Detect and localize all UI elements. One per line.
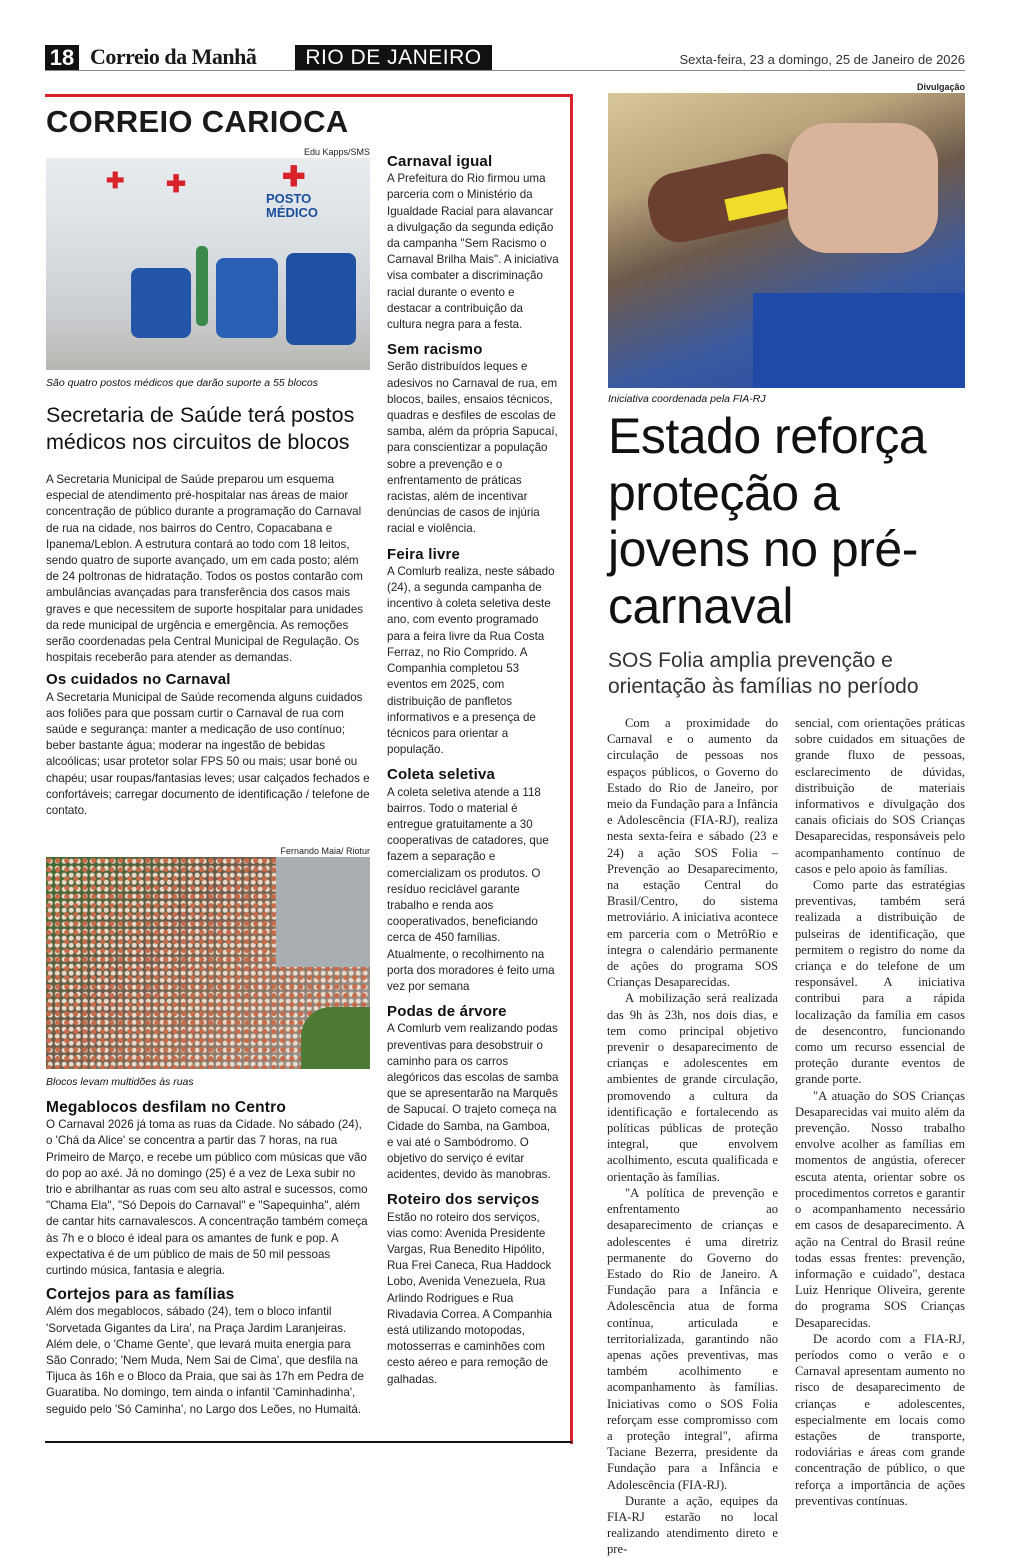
chair — [216, 258, 278, 338]
trees — [301, 1007, 370, 1069]
paragraph: sencial, com orientações práticas sobre cuidados em situações de grande fluxo de pessoas, esclarecimento de dúvidas, distribuição de materiais informativos e divulgação dos canais oficiais do SOS Crianças Desaparecidas, responsáveis pelo acompanhamento contínuo de casos e pelo apoio às famílias. — [795, 716, 965, 876]
paragraph: Além dos megablocos, sábado (24), tem o bloco infantil 'Sorvetada Gigantes da Lira', na Praça Jardim Laranjeiras. Além dele, o 'Chame Gente', que levará muita energia para São Conrado; 'Nem Muda, Nem Sai de Cima', que desfila na Tijuca às 16h e o Bloco da Praia, que sai às 17h em Pedra de Guaratiba. No domingo, tem ainda o infantil 'Caminhadinha', seguido pelo 'Só Caminha', no Largo dos Leões, no Humaitá. — [46, 1305, 364, 1416]
paragraph: De acordo com a FIA-RJ, períodos como o verão e o Carnaval apresentam aumento no risco de desaparecimento de crianças e adolescentes, especialmente em locais como estações de transporte, rodoviárias e áreas com grande concentração de público, o que reforça a importância de ações preventivas contínuas. — [795, 1331, 965, 1508]
red-cross-icon: ✚ — [166, 171, 187, 198]
subheading: Coleta seletiva — [387, 766, 496, 784]
paragraph: O Carnaval 2026 já toma as ruas da Cidade. No sábado (24), o 'Chá da Alice' se concentra a partir das 7 horas, na rua Primeiro de Março, e recebe um público com músicas que vão do pop ao axé. Já no domingo (25) é a vez de Lexa subir no trio e abrilhantar as ruas com seu alto astral e sucessos, como "Chama Ela", "Só Depois do Carnaval" e "Sapequinha", além de cantar hits carnavalescos. A concentração também começa às 7h e o bloco é ideal para os amantes de funk e pop. A expectativa é de um público de mais de 50 mil pessoas curtindo música, fantasia e alegria. — [46, 1118, 368, 1278]
subheading: Feira livre — [387, 545, 461, 563]
notes-column — [387, 150, 559, 1388]
photo-caption: Iniciativa coordenada pela FIA-RJ — [608, 393, 766, 405]
red-cross-icon: ✚ — [106, 168, 125, 193]
paragraph: A Secretaria Municipal de Saúde recomenda alguns cuidados aos foliões para que possam curtir o Carnaval de rua com saúde e segurança: manter a medicação de uso contínuo; beber bastante água; moderar na ingestão de bebidas alcoólicas; usar protetor solar FPS 50 ou mais; usar boné ou chapéu; usar roupas/fantasias leves; usar calçados fechados e confortáveis; carregar documento de identificação / telefone de contato. — [46, 690, 370, 818]
paragraph: A Comlurb realiza, neste sábado (24), a segunda campanha de incentivo à coleta seletiva deste ano, com evento programado para a feira livre da Rua Costa Ferraz, no Rio Comprido. A Companhia completou 53 eventos em 2025, com distribuição de panfletos informativos e a presença de técnicos para orientar a população. — [387, 564, 555, 757]
subheading: Cortejos para as famílias — [46, 1286, 235, 1304]
photo-credit: Fernando Maia/ Riotur — [280, 846, 370, 856]
article-body-col1 — [607, 715, 778, 1558]
leaflets — [753, 293, 965, 388]
photo-credit: Edu Kapps/SMS — [303, 147, 370, 157]
posto-medico-sign: POSTO MÉDICO — [266, 191, 318, 220]
paragraph: A Prefeitura do Rio firmou uma parceria com o Ministério da Igualdade Racial para alavancar a divulgação da segunda edição da campanha "Sem Racismo o Carnaval Brilha Mais". A iniciativa visa combater a discriminação racial durante o evento e destacar a contribuição da cultura negra para a festa. — [387, 172, 559, 332]
article-body — [46, 472, 370, 819]
paragraph: A Secretaria Municipal de Saúde preparou um esquema especial de atendimento pré-hospitalar nas áreas de maior concentração de público durante a programação do Carnaval de rua na cidade, nos bairros do Centro, Copacabana e Ipanema/Leblon. A estrutura contará ao todo com 18 leitos, sendo quatro de suporte avançado, um em cada posto; além de 24 poltronas de hidratação. Todos os postos contarão com ambulâncias avançadas para transferência dos casos mais graves e que necessitem de suporte hospitalar para unidades da rede municipal de urgência e emergência. As remoções serão coordenadas pela Central Municipal de Regulação. Os hospitais receberão para atender as demandas. — [46, 473, 364, 665]
section-bottom-rule — [45, 1441, 572, 1443]
photo-credit: Divulgação — [916, 82, 965, 92]
paragraph: Serão distribuídos leques e adesivos no Carnaval de rua, em blocos, bailes, ensaios técnicos, quadras e desfiles de escolas de samba, além da própria Sapucaí, para conscientizar a população sobre a prevenção e o enfrentamento de práticas racistas, além de incentivar denúncias de casos de injúria racial e violência. — [387, 360, 558, 536]
paragraph: Estão no roteiro dos serviços, vias como: Avenida Presidente Vargas, Rua Benedito Hipólito, Rua Frei Caneca, Rua Haddock Lobo, Avenida Venezuela, Rua Arlindo Rodrigues e Rua Rivadavia Correa. A Companhia está utilizando motopodas, motosserras e caminhões com cesto aéreo e para remoção de galhadas. — [387, 1210, 552, 1386]
page-number: 18 — [45, 45, 79, 71]
section-kicker: CORREIO CARIOCA — [46, 104, 349, 139]
paragraph: A Comlurb vem realizando podas preventivas para desobstruir o caminho para os carros alegóricos das escolas de samba que se apresentarão na Marquês de Sapucaí. O trajeto começa na Cidade do Samba, na Gamboa, e vai até o Sambódromo. O objetivo do serviço é evitar acidentes, devido às manobras. — [387, 1022, 559, 1182]
subheading: Podas de árvore — [387, 1003, 507, 1021]
paragraph: A coleta seletiva atende a 118 bairros. Todo o material é entregue gratuitamente a 30 cooperativas de catadores, que fazem a separação e comercializam os produtos. O resíduo reciclável garante trabalho e renda aos cooperativados, beneficiando cerca de 450 famílias. Atualmente, o recolhimento na porta dos moradores é feito uma vez por semana — [387, 785, 555, 993]
section-top-rule — [45, 94, 572, 97]
issue-date: Sexta-feira, 23 a domingo, 25 de Janeiro de 2026 — [679, 52, 965, 67]
header-divider — [45, 70, 965, 71]
building — [276, 857, 370, 967]
article-headline: Secretaria de Saúde terá postos médicos nos circuitos de blocos — [46, 403, 355, 454]
subheading: Roteiro dos serviços — [387, 1191, 540, 1209]
paragraph: Durante a ação, equipes da FIA-RJ estarão no local realizando atendimento direto e pre- — [607, 1493, 778, 1557]
wristband-photo — [608, 93, 965, 388]
subheading: Carnaval igual — [387, 153, 493, 170]
subheading: Sem racismo — [387, 341, 483, 359]
chair — [131, 268, 191, 338]
paragraph: "A política de prevenção e enfrentamento ao desaparecimento de crianças e adolescentes é uma diretriz permanente do Governo do Estado do Rio de Janeiro. A Fundação para a Infância e Adolescência atua de forma contínua, articulada e territorializada, garantindo não apenas ações preventivas, mas também acolhimento e acompanhamento às famílias. Iniciativas como o SOS Folia reforçam esse compromisso com a proteção integral", afirma Taciane Bezerra, presidente da Fundação para a Infância e Adolescência (FIA-RJ). — [607, 1185, 778, 1492]
red-cross-icon: ✚ — [282, 161, 306, 192]
crowd-photo — [46, 857, 370, 1069]
section-side-rule — [570, 94, 573, 1444]
photo-caption: São quatro postos médicos que darão suporte a 55 blocos — [46, 377, 319, 389]
paragraph: "A atuação do SOS Crianças Desaparecidas vai muito além da prevenção. Nosso trabalho envolve acolher as famílias em momentos de angústia, oferecer escuta atenta, orientar sobre os procedimentos corretos e garantir o acompanhamento necessário em casos de desaparecimento. A ação na Central do Brasil reúne todas essas frentes: prevenção, informação e cuidado", destaca Luiz Henrique Oliveira, gerente do programa SOS Crianças Desaparecidas. — [795, 1088, 965, 1330]
chair — [286, 253, 356, 345]
article-body — [46, 1094, 370, 1418]
subheading: Os cuidados no Carnaval — [46, 671, 231, 689]
photo-caption: Blocos levam multidões às ruas — [46, 1076, 194, 1088]
medical-post-photo — [46, 158, 370, 370]
masthead: Correio da Manhã — [90, 44, 257, 69]
article-headline: Estado reforça proteção a jovens no pré-carnaval — [608, 408, 927, 634]
subheading: Megablocos desfilam no Centro — [46, 1099, 287, 1116]
oxygen-tank — [196, 246, 208, 326]
section-label: RIO DE JANEIRO — [295, 45, 492, 71]
article-body-col2 — [795, 715, 965, 1509]
paragraph: Com a proximidade do Carnaval e o aumento da circulação de pessoas nos espaços públicos, o Governo do Estado do Rio de Janeiro, por meio da Fundação para a Infância e Adolescência (FIA-RJ), realiza nesta sexta-feira e sábado (23 e 24) a ação SOS Folia – Prevenção ao Desaparecimento, na estação Central do Brasil/Centro, do sistema metroviário. A iniciativa acontece em parceria com o MetrôRio e integra o calendário permanente de ações do programa SOS Crianças Desaparecidas. — [607, 716, 778, 990]
article-deck: SOS Folia amplia prevenção e orientação às famílias no período — [608, 649, 919, 698]
hands — [788, 123, 938, 253]
paragraph: Como parte das estratégias preventivas, também será realizada a distribuição de pulseiras de identificação, que permitem o registro do nome da criança e do telefone de um responsável. A iniciativa contribui para a rápida localização da família em casos de desencontro, funcionando como um recurso essencial de proteção durante eventos de grande porte. — [795, 878, 965, 1087]
paragraph: A mobilização será realizada das 9h às 23h, nos dois dias, e tem como principal objetivo prevenir o desaparecimento de crianças e adolescentes em ambientes de grande circulação, promovendo a cultura da identificação e fortalecendo as políticas públicas de proteção integral, que envolvem acolhimento, escuta qualificada e orientação às famílias. — [607, 991, 778, 1184]
